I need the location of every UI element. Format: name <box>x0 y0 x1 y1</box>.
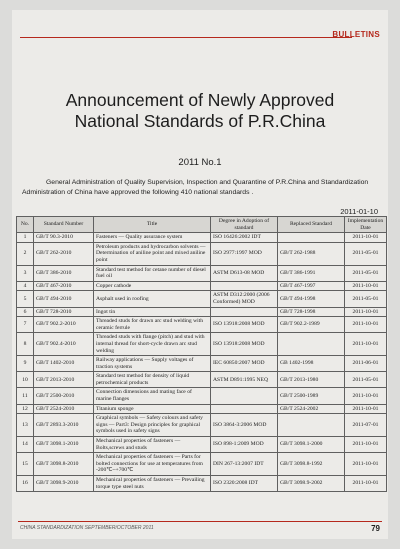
table-body <box>17 233 387 492</box>
cell-standard-number: GB/T 2893.3-2010 <box>34 414 94 437</box>
cell-degree: ISO 3864-3:2006 MOD <box>211 414 278 437</box>
cell-title: Mechanical properties of fasteners — Parts for bolted connections for use at temperatures from -200℃~+700℃ <box>94 453 211 476</box>
cell-replaced: GB/T 262-1988 <box>278 242 345 265</box>
table-row <box>17 453 387 476</box>
section-label: BULLETINS <box>332 30 380 39</box>
cell-title: Threaded studs with flange (pitch) and stud with internal thread for short-cycle drawn arc stud welding <box>94 333 211 356</box>
cell-degree: ISO 13918:2008 MOD <box>211 317 278 333</box>
cell-degree: ASTM D312:2000 (2006 Conformed) MOD <box>211 291 278 307</box>
cell-title: Ingot tin <box>94 307 211 317</box>
cell-replaced: GB/T 3098.1-2000 <box>278 437 345 453</box>
cell-replaced: GB/T 467-1997 <box>278 281 345 291</box>
cell-replaced: GB/T 3098.9-2002 <box>278 476 345 492</box>
table-header-row <box>17 217 387 233</box>
table-row <box>17 476 387 492</box>
table-row <box>17 372 387 388</box>
cell-replaced: GB/T 2524-2002 <box>278 404 345 414</box>
table-row <box>17 356 387 372</box>
cell-standard-number: GB/T 728-2010 <box>34 307 94 317</box>
cell-implementation-date: 2011-10-01 <box>345 317 387 333</box>
cell-implementation-date: 2011-10-01 <box>345 453 387 476</box>
cell-degree <box>211 281 278 291</box>
cell-no: 6 <box>17 307 34 317</box>
cell-no: 16 <box>17 476 34 492</box>
cell-implementation-date: 2011-10-01 <box>345 333 387 356</box>
header-rule <box>20 37 352 38</box>
cell-title: Threaded studs for drawn arc stud welding with ceramic ferrule <box>94 317 211 333</box>
table-row <box>17 291 387 307</box>
cell-no: 14 <box>17 437 34 453</box>
table-row <box>17 404 387 414</box>
cell-title: Mechanical properties of fasteners — Bolts,screws and studs <box>94 437 211 453</box>
cell-implementation-date: 2011-10-01 <box>345 233 387 243</box>
cell-degree <box>211 388 278 404</box>
cell-replaced <box>278 233 345 243</box>
cell-degree: DIN 267-13:2007 IDT <box>211 453 278 476</box>
cell-degree: ISO 16426:2002 IDT <box>211 233 278 243</box>
cell-standard-number: GB/T 90.3-2010 <box>34 233 94 243</box>
cell-degree: ASTM D891:1995 NEQ <box>211 372 278 388</box>
cell-replaced <box>278 333 345 356</box>
cell-title: Graphical symbols — Safety colours and safety signs — Part3: Design principles for graphical symbols used in safety signs <box>94 414 211 437</box>
table-row <box>17 233 387 243</box>
cell-standard-number: GB/T 3098.9-2010 <box>34 476 94 492</box>
table-row <box>17 333 387 356</box>
cell-no: 1 <box>17 233 34 243</box>
cell-no: 12 <box>17 404 34 414</box>
cell-replaced: GB/T 386-1991 <box>278 265 345 281</box>
table-row <box>17 265 387 281</box>
cell-standard-number: GB/T 3098.1-2010 <box>34 437 94 453</box>
cell-standard-number: GB/T 1402-2010 <box>34 356 94 372</box>
cell-title: Connection dimensions and mating face of marine flanges <box>94 388 211 404</box>
cell-standard-number: GB/T 2013-2010 <box>34 372 94 388</box>
col-header-title: Title <box>94 217 211 233</box>
cell-degree: IEC 60850:2007 MOD <box>211 356 278 372</box>
table-row <box>17 242 387 265</box>
cell-no: 4 <box>17 281 34 291</box>
cell-degree: ISO 2320:2008 IDT <box>211 476 278 492</box>
standards-table <box>16 216 387 492</box>
cell-title: Standard test method for density of liquid petrochemical products <box>94 372 211 388</box>
cell-no: 9 <box>17 356 34 372</box>
page <box>12 10 388 539</box>
cell-replaced <box>278 414 345 437</box>
cell-standard-number: GB/T 902.2-2010 <box>34 317 94 333</box>
intro-paragraph: General Administration of Quality Supervision, Inspection and Quarantine of P.R.China and Standardization Administration of China have approved the following 410 national standards . <box>22 179 369 196</box>
cell-replaced: GB/T 2013-1980 <box>278 372 345 388</box>
cell-degree <box>211 404 278 414</box>
page-number: 79 <box>371 524 380 533</box>
cell-standard-number: GB/T 386-2010 <box>34 265 94 281</box>
cell-title: Fasteners — Quality assurance system <box>94 233 211 243</box>
cell-standard-number: GB/T 902.4-2010 <box>34 333 94 356</box>
cell-implementation-date: 2011-07-01 <box>345 414 387 437</box>
cell-standard-number: GB/T 467-2010 <box>34 281 94 291</box>
table-row <box>17 414 387 437</box>
col-header-degree: Degree in Adoption of standard <box>211 217 278 233</box>
col-header-implementation-date: Implementation Date <box>345 217 387 233</box>
cell-implementation-date: 2011-05-01 <box>345 265 387 281</box>
table-row <box>17 317 387 333</box>
cell-standard-number: GB/T 2524-2010 <box>34 404 94 414</box>
table-row <box>17 281 387 291</box>
cell-implementation-date: 2011-10-01 <box>345 281 387 291</box>
cell-no: 3 <box>17 265 34 281</box>
announcement-date: 2011-01-10 <box>340 207 378 216</box>
table-row <box>17 307 387 317</box>
cell-replaced: GB/T 728-1998 <box>278 307 345 317</box>
cell-title: Titanium sponge <box>94 404 211 414</box>
cell-implementation-date: 2011-10-01 <box>345 404 387 414</box>
cell-implementation-date: 2011-06-01 <box>345 356 387 372</box>
cell-no: 5 <box>17 291 34 307</box>
cell-no: 8 <box>17 333 34 356</box>
footer-rule <box>18 521 382 522</box>
cell-implementation-date: 2011-05-01 <box>345 372 387 388</box>
cell-title: Standard test method for cetane number of diesel fuel oil <box>94 265 211 281</box>
col-header-standard-number: Standard Number <box>34 217 94 233</box>
cell-standard-number: GB/T 2500-2010 <box>34 388 94 404</box>
cell-no: 15 <box>17 453 34 476</box>
cell-replaced: GB/T 902.2-1989 <box>278 317 345 333</box>
cell-degree: ISO 898-1:2009 MOD <box>211 437 278 453</box>
cell-title: Copper cathode <box>94 281 211 291</box>
title-line-2: National Standards of P.R.China <box>74 111 326 131</box>
cell-degree: ISO 2977:1997 MOD <box>211 242 278 265</box>
journal-name: CHINA STANDARDIZATION SEPTEMBER/OCTOBER 2011 <box>20 525 154 531</box>
cell-standard-number: GB/T 494-2010 <box>34 291 94 307</box>
col-header-replaced: Replaced Standard <box>278 217 345 233</box>
cell-title: Petroleum products and hydrocarbon solvents — Determination of aniline point and mixed aniline point <box>94 242 211 265</box>
cell-no: 7 <box>17 317 34 333</box>
cell-replaced: GB/T 494-1998 <box>278 291 345 307</box>
cell-title: Railway applications — Supply voltages of traction systems <box>94 356 211 372</box>
cell-replaced: GB/T 3098.8-1992 <box>278 453 345 476</box>
cell-implementation-date: 2011-10-01 <box>345 476 387 492</box>
cell-no: 13 <box>17 414 34 437</box>
cell-no: 2 <box>17 242 34 265</box>
table-row <box>17 437 387 453</box>
title-line-1: Announcement of Newly Approved <box>65 90 335 110</box>
cell-degree: ISO 13918:2008 MOD <box>211 333 278 356</box>
cell-degree: ASTM D613-08 MOD <box>211 265 278 281</box>
cell-no: 10 <box>17 372 34 388</box>
cell-replaced: GB 1402-1998 <box>278 356 345 372</box>
cell-degree <box>211 307 278 317</box>
cell-title: Mechanical properties of fasteners — Prevailing torque type steel nuts <box>94 476 211 492</box>
col-header-no: No. <box>17 217 34 233</box>
table-row <box>17 388 387 404</box>
page-title <box>12 90 388 132</box>
cell-replaced: GB/T 2500-1989 <box>278 388 345 404</box>
issue-number: 2011 No.1 <box>178 157 222 168</box>
cell-no: 11 <box>17 388 34 404</box>
cell-title: Asphalt used in roofing <box>94 291 211 307</box>
cell-standard-number: GB/T 3098.8-2010 <box>34 453 94 476</box>
cell-implementation-date: 2011-05-01 <box>345 242 387 265</box>
cell-implementation-date: 2011-10-01 <box>345 437 387 453</box>
cell-implementation-date: 2011-05-01 <box>345 291 387 307</box>
cell-implementation-date: 2011-10-01 <box>345 307 387 317</box>
cell-implementation-date: 2011-10-01 <box>345 388 387 404</box>
cell-standard-number: GB/T 262-2010 <box>34 242 94 265</box>
